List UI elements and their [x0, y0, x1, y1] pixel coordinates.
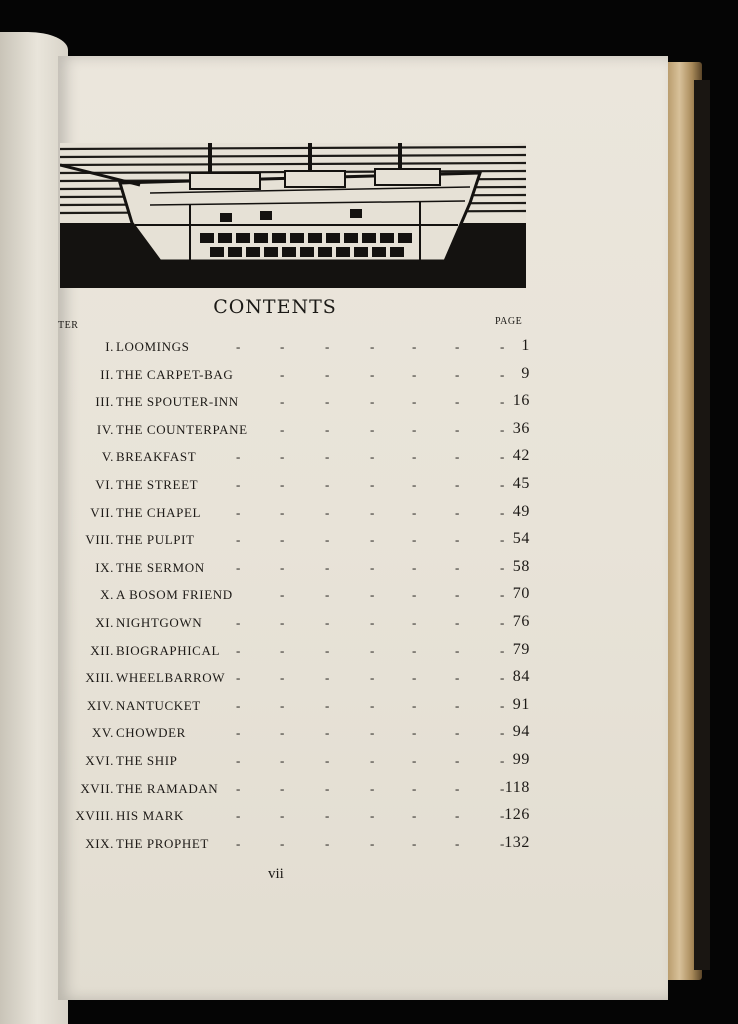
leader-dash: -: [500, 835, 505, 851]
leader-dash: -: [325, 339, 330, 354]
page-number: 132: [504, 833, 530, 851]
leader-dash: -: [412, 366, 417, 382]
chapter-number: XI.: [95, 615, 114, 630]
leader-dash: -: [412, 559, 417, 575]
leader-dash: -: [280, 615, 285, 630]
leader-dash: -: [325, 780, 330, 796]
leader-dash: -: [236, 532, 241, 548]
chapter-title: THE SPOUTER-INN: [116, 394, 239, 410]
page-number: 126: [504, 806, 530, 824]
toc-row: [60, 587, 530, 609]
leader-dash: -: [500, 670, 505, 686]
leader-dash: -: [412, 615, 417, 630]
leader-dash: -: [325, 725, 330, 741]
chapter-number: VI.: [95, 477, 114, 492]
chapter-title: THE CHAPEL: [116, 504, 202, 520]
leader-dash: -: [455, 808, 460, 824]
leader-dash: -: [412, 504, 417, 520]
toc-row: [60, 449, 530, 471]
leader-dash: -: [500, 780, 505, 796]
leader-dash: -: [280, 697, 285, 713]
leader-dash: -: [280, 394, 285, 410]
toc-row: [60, 833, 530, 858]
toc-row: [60, 615, 530, 637]
leader-dash: -: [370, 642, 375, 658]
leader-dash: -: [325, 642, 330, 658]
leader-dash: -: [236, 449, 241, 465]
leader-dash: -: [325, 504, 330, 520]
leader-dash: -: [236, 477, 241, 492]
leader-dash: -: [412, 697, 417, 713]
leader-dash: -: [412, 835, 417, 851]
leader-dash: -: [412, 339, 417, 354]
leader-dash: -: [455, 835, 460, 851]
leader-dash: -: [325, 835, 330, 851]
leader-dash: -: [455, 587, 460, 603]
chapter-title: LOOMINGS: [116, 339, 190, 354]
leader-dash: -: [236, 780, 241, 796]
toc-row: [60, 477, 530, 499]
leader-dash: -: [500, 697, 505, 713]
leader-dash: -: [412, 780, 417, 796]
page-number: 42: [512, 447, 530, 465]
leader-dash: -: [455, 449, 460, 465]
leader-dash: -: [455, 780, 460, 796]
leader-dash: -: [280, 449, 285, 465]
toc-row: [60, 753, 530, 775]
page-number: 79: [512, 640, 530, 658]
page-number: 45: [512, 475, 530, 492]
leader-dash: -: [500, 725, 505, 741]
chapter-number: VIII.: [85, 532, 114, 548]
leader-dash: -: [236, 808, 241, 824]
leader-dash: -: [412, 808, 417, 824]
chapter-number: XIV.: [86, 697, 114, 713]
leader-dash: -: [280, 559, 285, 575]
leader-dash: -: [500, 477, 505, 492]
leader-dash: -: [325, 753, 330, 768]
page-number: 16: [512, 392, 530, 410]
leader-dash: -: [500, 394, 505, 410]
chapter-title: THE CARPET-BAG: [116, 366, 234, 382]
page-number: 1: [521, 337, 530, 354]
leader-dash: -: [236, 670, 241, 686]
chapter-number: IX.: [95, 559, 114, 575]
page-number: 91: [512, 695, 530, 713]
leader-dash: -: [412, 642, 417, 658]
leader-dash: -: [325, 587, 330, 603]
chapter-title: THE RAMADAN: [116, 780, 219, 796]
leader-dash: -: [455, 339, 460, 354]
leader-dash: -: [280, 753, 285, 768]
chapter-title: A BOSOM FRIEND: [116, 587, 233, 603]
leader-dash: -: [280, 339, 285, 354]
leader-dash: -: [236, 835, 241, 851]
chapter-number: V.: [101, 449, 114, 465]
leader-dash: -: [412, 477, 417, 492]
chapter-title: HIS MARK: [116, 808, 185, 824]
toc-row: [60, 532, 530, 554]
page-number: 76: [512, 613, 530, 630]
page-number: 36: [512, 419, 530, 437]
leader-dash: -: [370, 615, 375, 630]
chapter-title: THE STREET: [116, 477, 199, 492]
toc-row: [60, 339, 530, 361]
chapter-title: BIOGRAPHICAL: [116, 642, 220, 658]
leader-dash: -: [455, 366, 460, 382]
chapter-number: III.: [95, 394, 114, 410]
leader-dash: -: [325, 421, 330, 437]
toc-row: [60, 695, 530, 720]
leader-dash: -: [325, 477, 330, 492]
leader-dash: -: [280, 532, 285, 548]
toc-row: [60, 725, 530, 747]
page-number: 9: [521, 364, 530, 382]
leader-dash: -: [455, 421, 460, 437]
leader-dash: -: [500, 366, 505, 382]
leader-dash: -: [236, 504, 241, 520]
page-number: 118: [504, 778, 530, 796]
leader-dash: -: [412, 421, 417, 437]
page-column-label: PAGE: [495, 316, 523, 327]
leader-dash: -: [280, 835, 285, 851]
chapter-title: THE SERMON: [116, 559, 205, 575]
leader-dash: -: [370, 670, 375, 686]
chapter-number: IV.: [96, 421, 114, 437]
toc-row: [60, 640, 530, 665]
leader-dash: -: [325, 670, 330, 686]
toc-row: [60, 394, 530, 416]
toc-row: [60, 557, 530, 582]
toc-row: [60, 778, 530, 803]
chapter-column-label: TER: [58, 320, 79, 331]
chapter-title: THE PULPIT: [116, 532, 195, 548]
leader-dash: -: [370, 421, 375, 437]
leader-dash: -: [280, 725, 285, 741]
ship-cutaway-illustration: [60, 143, 526, 288]
leader-dash: -: [500, 642, 505, 658]
leader-dash: -: [370, 587, 375, 603]
leader-dash: -: [500, 615, 505, 630]
leader-dash: -: [500, 339, 505, 354]
leader-dash: -: [370, 835, 375, 851]
leader-dash: -: [370, 394, 375, 410]
leader-dash: -: [500, 559, 505, 575]
chapter-title: THE PROPHET: [116, 835, 209, 851]
leader-dash: -: [325, 615, 330, 630]
chapter-title: NIGHTGOWN: [116, 615, 203, 630]
leader-dash: -: [412, 725, 417, 741]
leader-dash: -: [236, 725, 241, 741]
leader-dash: -: [370, 753, 375, 768]
leader-dash: -: [455, 394, 460, 410]
leader-dash: -: [370, 339, 375, 354]
leader-dash: -: [280, 366, 285, 382]
leader-dash: -: [370, 808, 375, 824]
leader-dash: -: [455, 477, 460, 492]
chapter-number: X.: [100, 587, 114, 603]
leader-dash: -: [280, 421, 285, 437]
leader-dash: -: [370, 504, 375, 520]
leader-dash: -: [455, 615, 460, 630]
chapter-title: THE SHIP: [116, 753, 178, 768]
chapter-title: BREAKFAST: [116, 449, 197, 465]
leader-dash: -: [325, 532, 330, 548]
chapter-number: XV.: [91, 725, 114, 741]
leader-dash: -: [280, 808, 285, 824]
leader-dash: -: [325, 697, 330, 713]
chapter-number: II.: [100, 366, 114, 382]
leader-dash: -: [280, 477, 285, 492]
page-number: 58: [512, 557, 530, 575]
chapter-number: XIX.: [85, 835, 114, 851]
page-number: 70: [512, 585, 530, 603]
chapter-number: I.: [105, 339, 114, 354]
leader-dash: -: [325, 559, 330, 575]
leader-dash: -: [500, 808, 505, 824]
chapter-number: XII.: [90, 642, 114, 658]
page-number-folio: vii: [268, 866, 284, 882]
leader-dash: -: [280, 587, 285, 603]
leader-dash: -: [280, 504, 285, 520]
leader-dash: -: [500, 753, 505, 768]
chapter-number: XIII.: [85, 670, 114, 686]
leader-dash: -: [455, 532, 460, 548]
leader-dash: -: [280, 670, 285, 686]
page-number: 54: [512, 530, 530, 548]
toc-row: [60, 419, 530, 444]
leader-dash: -: [455, 697, 460, 713]
leader-dash: -: [370, 449, 375, 465]
chapter-number: XVIII.: [75, 808, 114, 824]
leader-dash: -: [455, 725, 460, 741]
chapter-title: THE COUNTERPANE: [116, 421, 248, 437]
leader-dash: -: [412, 753, 417, 768]
leader-dash: -: [412, 532, 417, 548]
leader-dash: -: [236, 642, 241, 658]
leader-dash: -: [412, 394, 417, 410]
leader-dash: -: [455, 559, 460, 575]
leader-dash: -: [325, 366, 330, 382]
leader-dash: -: [500, 587, 505, 603]
leader-dash: -: [500, 449, 505, 465]
page-number: 99: [512, 751, 530, 768]
leader-dash: -: [412, 449, 417, 465]
page-number: 49: [512, 502, 530, 520]
leader-dash: -: [370, 559, 375, 575]
chapter-number: VII.: [90, 504, 114, 520]
leader-dash: -: [370, 725, 375, 741]
leader-dash: -: [500, 504, 505, 520]
chapter-number: XVI.: [85, 753, 114, 768]
leader-dash: -: [370, 532, 375, 548]
toc-row: [60, 502, 530, 527]
page-number: 84: [512, 668, 530, 686]
leader-dash: -: [325, 394, 330, 410]
leader-dash: -: [370, 366, 375, 382]
leader-dash: -: [325, 808, 330, 824]
leader-dash: -: [455, 670, 460, 686]
chapter-number: XVII.: [80, 780, 114, 796]
leader-dash: -: [236, 615, 241, 630]
leader-dash: -: [455, 642, 460, 658]
leader-dash: -: [236, 697, 241, 713]
leader-dash: -: [370, 697, 375, 713]
contents-title: CONTENTS: [213, 296, 337, 318]
leader-dash: -: [412, 670, 417, 686]
leader-dash: -: [236, 559, 241, 575]
page-number: 94: [512, 723, 530, 741]
leader-dash: -: [280, 780, 285, 796]
toc-row: [60, 364, 530, 389]
leader-dash: -: [455, 504, 460, 520]
chapter-title: WHEELBARROW: [116, 670, 226, 686]
leader-dash: -: [236, 753, 241, 768]
leader-dash: -: [236, 339, 241, 354]
leader-dash: -: [500, 532, 505, 548]
leader-dash: -: [370, 477, 375, 492]
chapter-title: CHOWDER: [116, 725, 186, 741]
leader-dash: -: [500, 421, 505, 437]
chapter-title: NANTUCKET: [116, 697, 201, 713]
toc-row: [60, 808, 530, 830]
book-cover-edge: [694, 80, 710, 970]
leader-dash: -: [412, 587, 417, 603]
toc-row: [60, 670, 530, 692]
leader-dash: -: [325, 449, 330, 465]
leader-dash: -: [280, 642, 285, 658]
leader-dash: -: [370, 780, 375, 796]
leader-dash: -: [455, 753, 460, 768]
